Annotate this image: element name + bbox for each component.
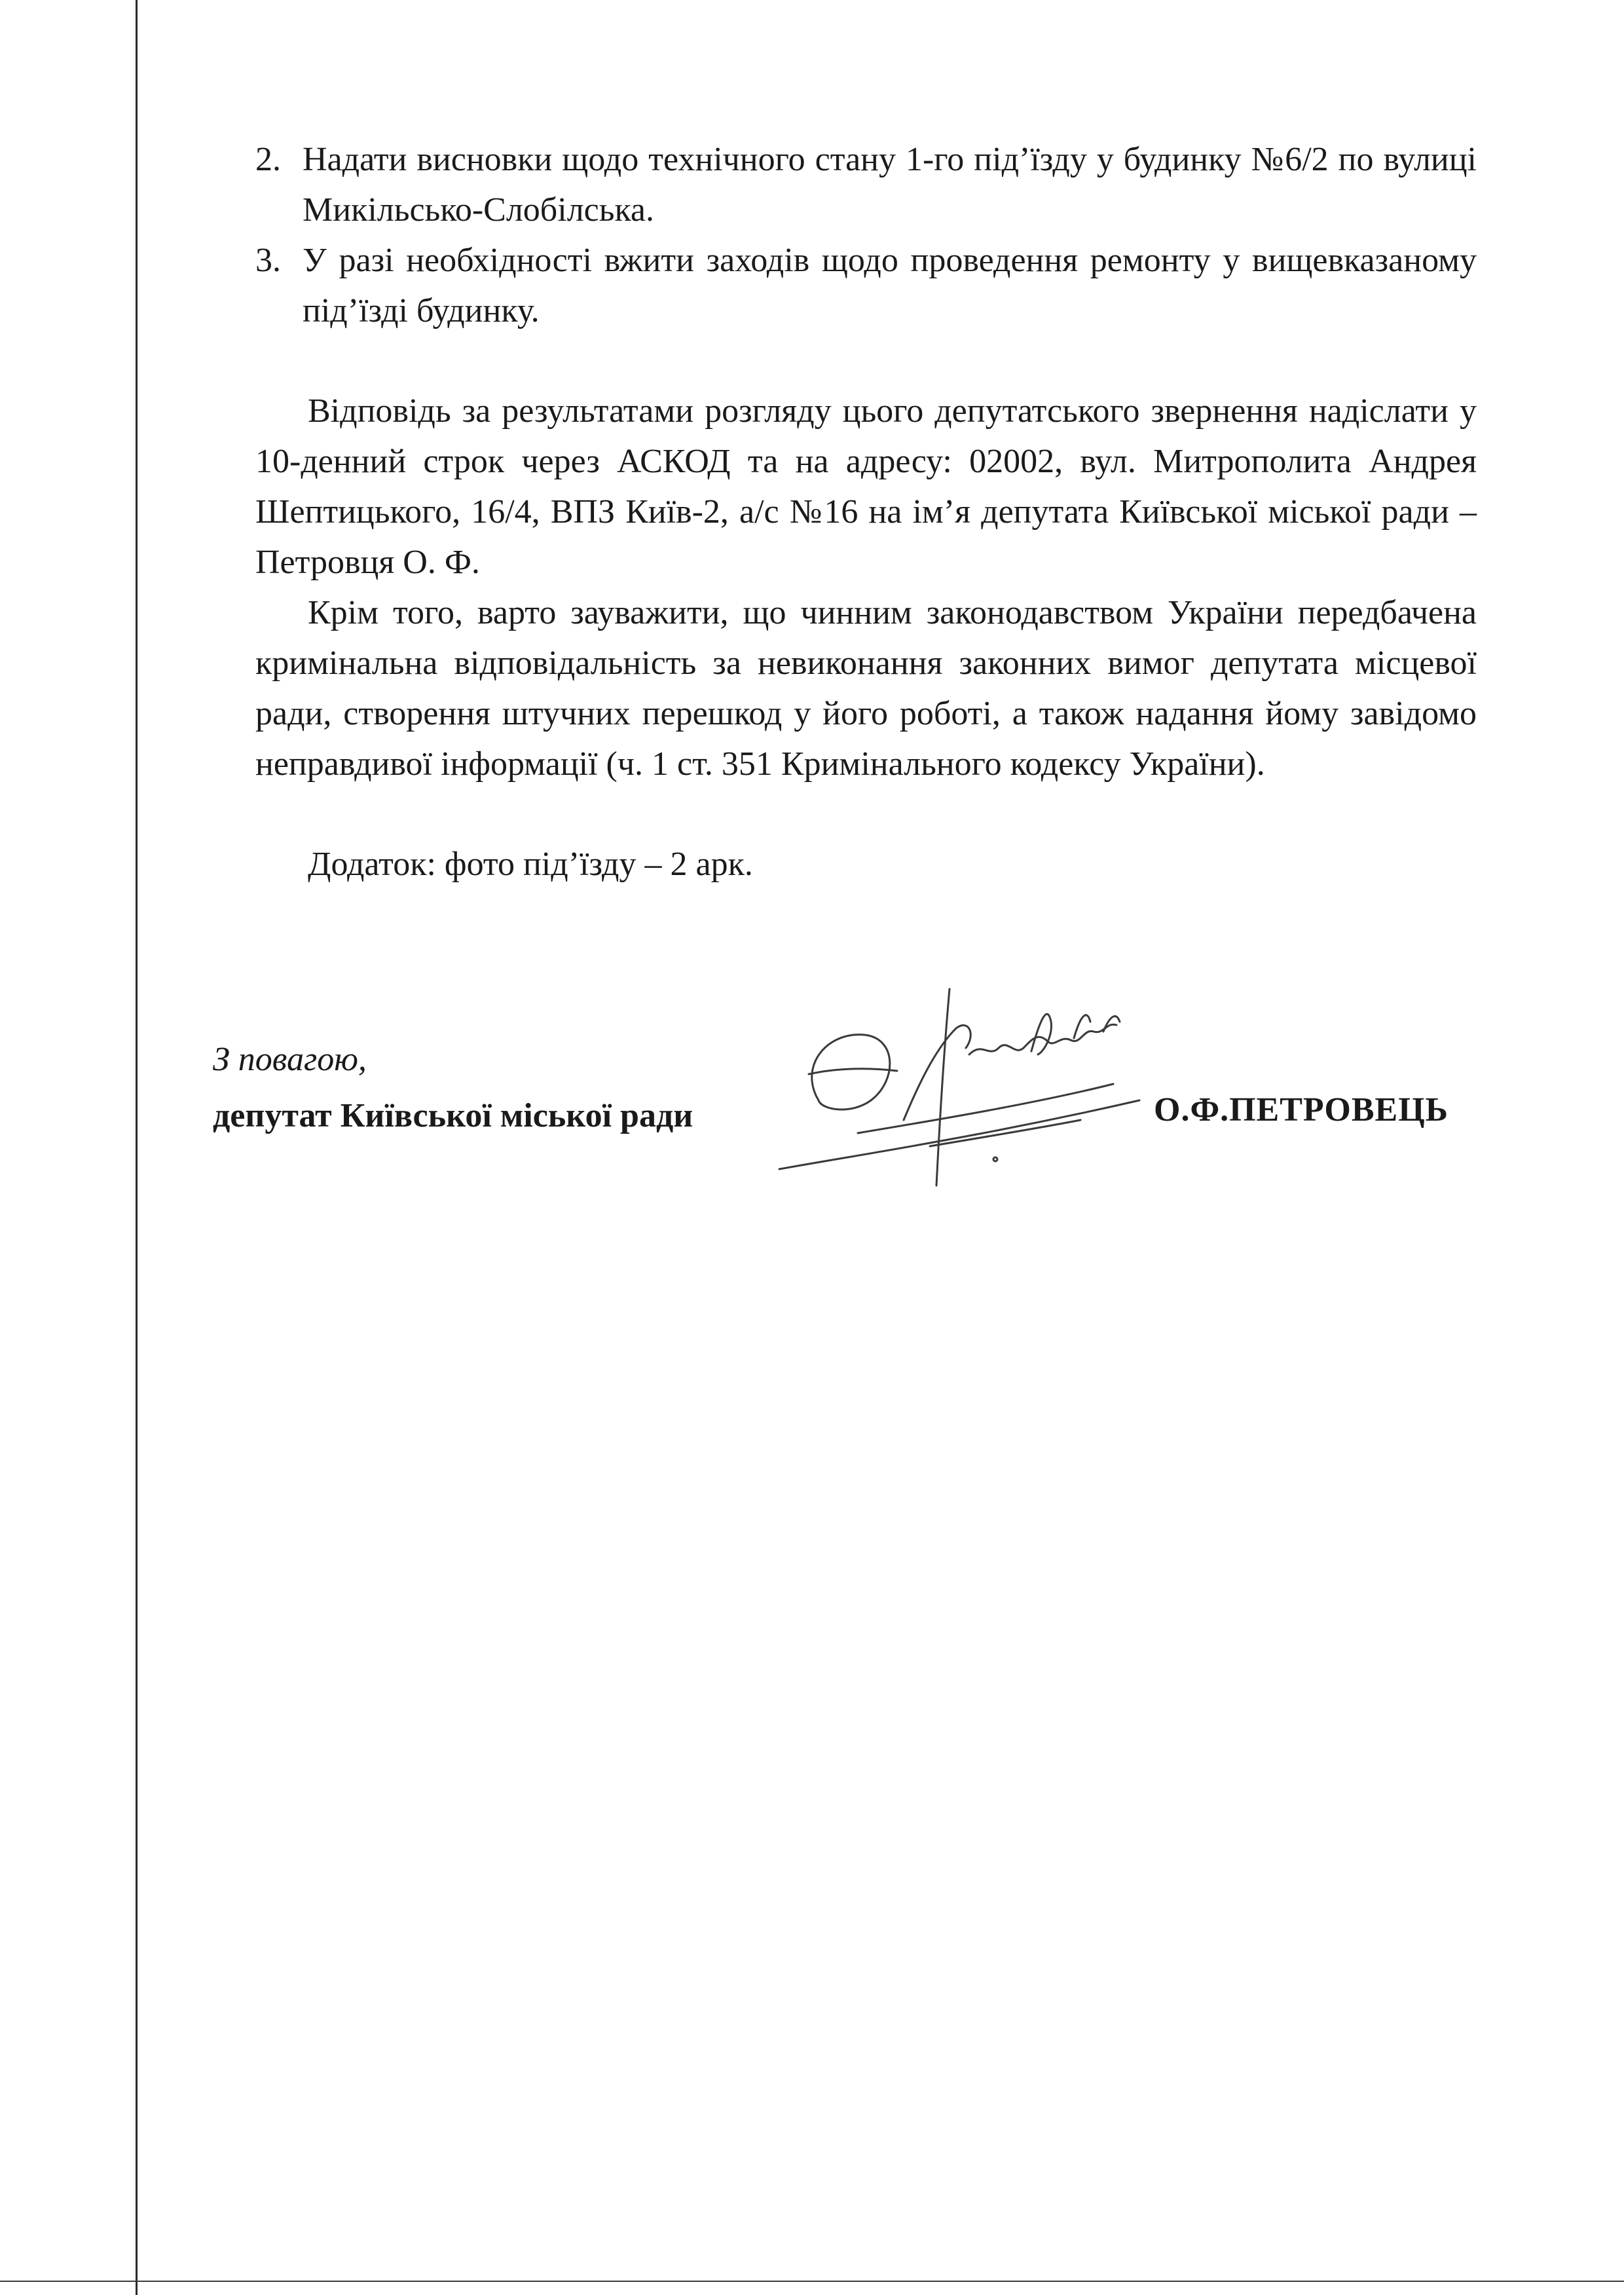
list-text: Надати висновки щодо технічного стану 1-го під’їзду у будинку №6/2 по вулиці Микільсько-Слобілська. (303, 141, 1477, 229)
scan-edge-left (136, 0, 138, 2295)
list-number: 2. (255, 141, 281, 178)
signer-name: О.Ф.ПЕТРОВЕЦЬ (1154, 1091, 1449, 1129)
closing-regards: З повагою, (213, 1041, 367, 1078)
list-number: 3. (255, 242, 281, 279)
document-body (255, 134, 1477, 889)
list-item-2 (255, 134, 1477, 235)
scan-edge-bottom (0, 2281, 1624, 2282)
closing-block (213, 1032, 693, 1144)
paragraph-liability-notice: Крім того, варто зауважити, що чинним законодавством України передбачена кримінальна відповідальність за невиконання законних вимог депутата місцевої ради, створення штучних перешкод у його роботі, а також надання йому завідомо неправдивої інформації (ч. 1 ст. 351 Кримінального кодексу України). (255, 594, 1477, 783)
signer-position: депутат Київської міської ради (213, 1097, 693, 1134)
list-item-3 (255, 235, 1477, 336)
annex-line: Додаток: фото під’їзду – 2 арк. (308, 846, 753, 883)
paragraph-reply-instructions: Відповідь за результатами розгляду цього депутатського звернення надіслати у 10-денний строк через АСКОД та на адресу: 02002, вул. Митрополита Андрея Шептицького, 16/4, ВПЗ Київ-2, а/с №16 на ім’я депутата Київської міської ради – Петровця О. Ф. (255, 392, 1477, 581)
handwritten-signature (773, 969, 1166, 1205)
list-text: У разі необхідності вжити заходів щодо проведення ремонту у вищевказаному під’їзді будинку. (303, 242, 1477, 329)
